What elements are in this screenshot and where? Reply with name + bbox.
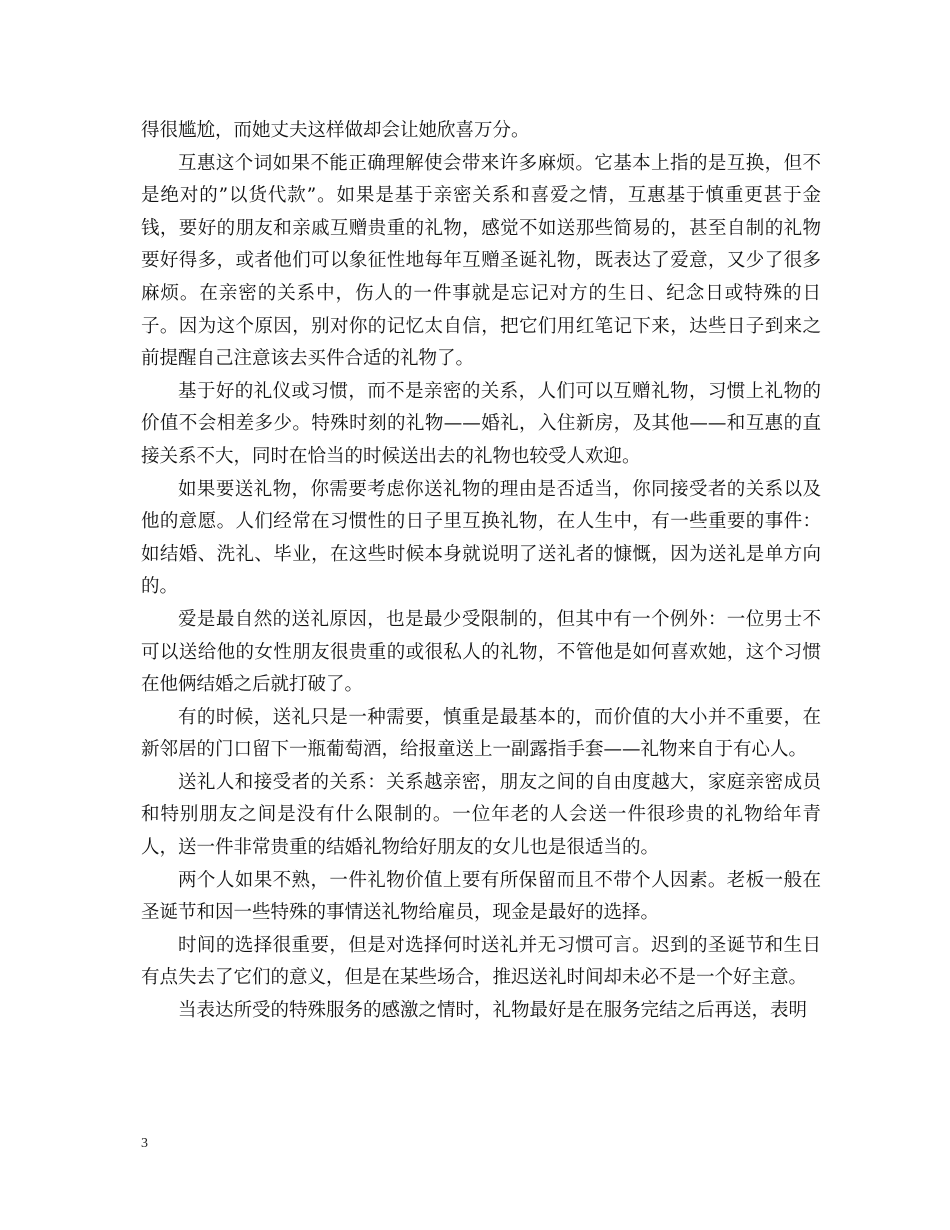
paragraph-continued: 得很尴尬，而她丈夫这样做却会让她欣喜万分。 [141, 120, 530, 141]
paragraph-relationship: 送礼人和接受者的关系：关系越亲密，朋友之间的自由度越大，家庭亲密成员和特别朋友之间是没有什么限制的。一位年老的人会送一件很珍贵的礼物给年青人，送一件非常贵重的结婚礼物给好朋友的女儿也是很适当的。 [141, 771, 821, 859]
paragraph-reciprocity: 互惠这个词如果不能正确理解使会带来许多麻烦。它基本上指的是互换，但不是绝对的”以货代款”。如果是基于亲密关系和喜爱之情，互惠基于慎重更甚于金钱，要好的朋友和亲戚互赠贵重的礼物，感觉不如送那些简易的，甚至自制的礼物要好得多，或者他们可以象征性地每年互赠圣诞礼物，既表达了爱意，又少了很多麻烦。在亲密的关系中，伤人的一件事就是忘记对方的生日、纪念日或特殊的日子。因为这个原因，别对你的记忆太自信，把它们用红笔记下来，达些日子到来之前提醒自己注意该去买件合适的礼物了。 [141, 152, 821, 370]
paragraph-etiquette: 基于好的礼仪或习惯，而不是亲密的关系，人们可以互赠礼物，习惯上礼物的价值不会相差多少。特殊时刻的礼物——婚礼，入住新房，及其他——和互惠的直接关系不大，同时在恰当的时候送出去的礼物也较受人欢迎。 [141, 380, 821, 467]
body-text [141, 115, 821, 1028]
paragraph-gratitude: 当表达所受的特殊服务的感激之情时，礼物最好是在服务完结之后再送，表明 [178, 1000, 808, 1022]
paragraph-considerations: 如果要送礼物，你需要考虑你送礼物的理由是否适当，你同接受者的关系以及他的意愿。人们经常在习惯性的日子里互换礼物，在人生中，有一些重要的事件：如结婚、洗礼、毕业，在这些时候本身就说明了送礼者的慷慨，因为送礼是单方向的。 [141, 478, 821, 598]
paragraph-acquaintance: 两个人如果不熟，一件礼物价值上要有所保留而且不带个人因素。老板一般在圣诞节和因一些特殊的事情送礼物给雇员，现金是最好的选择。 [141, 869, 821, 924]
page-number: 3 [141, 1136, 148, 1151]
paragraph-timing: 时间的选择很重要，但是对选择何时送礼并无习惯可言。迟到的圣诞节和生日有点失去了它们的意义，但是在某些场合，推迟送礼时间却未必不是一个好主意。 [141, 934, 821, 989]
paragraph-necessity: 有的时候，送礼只是一种需要，慎重是最基本的，而价值的大小并不重要，在新邻居的门口留下一瓶葡萄酒，给报童送上一副露指手套——礼物来自于有心人。 [141, 706, 821, 761]
paragraph-love: 爱是最自然的送礼原因，也是最少受限制的，但其中有一个例外：一位男士不可以送给他的女性朋友很贵重的或很私人的礼物，不管他是如何喜欢她，这个习惯在他俩结婚之后就打破了。 [141, 608, 821, 696]
